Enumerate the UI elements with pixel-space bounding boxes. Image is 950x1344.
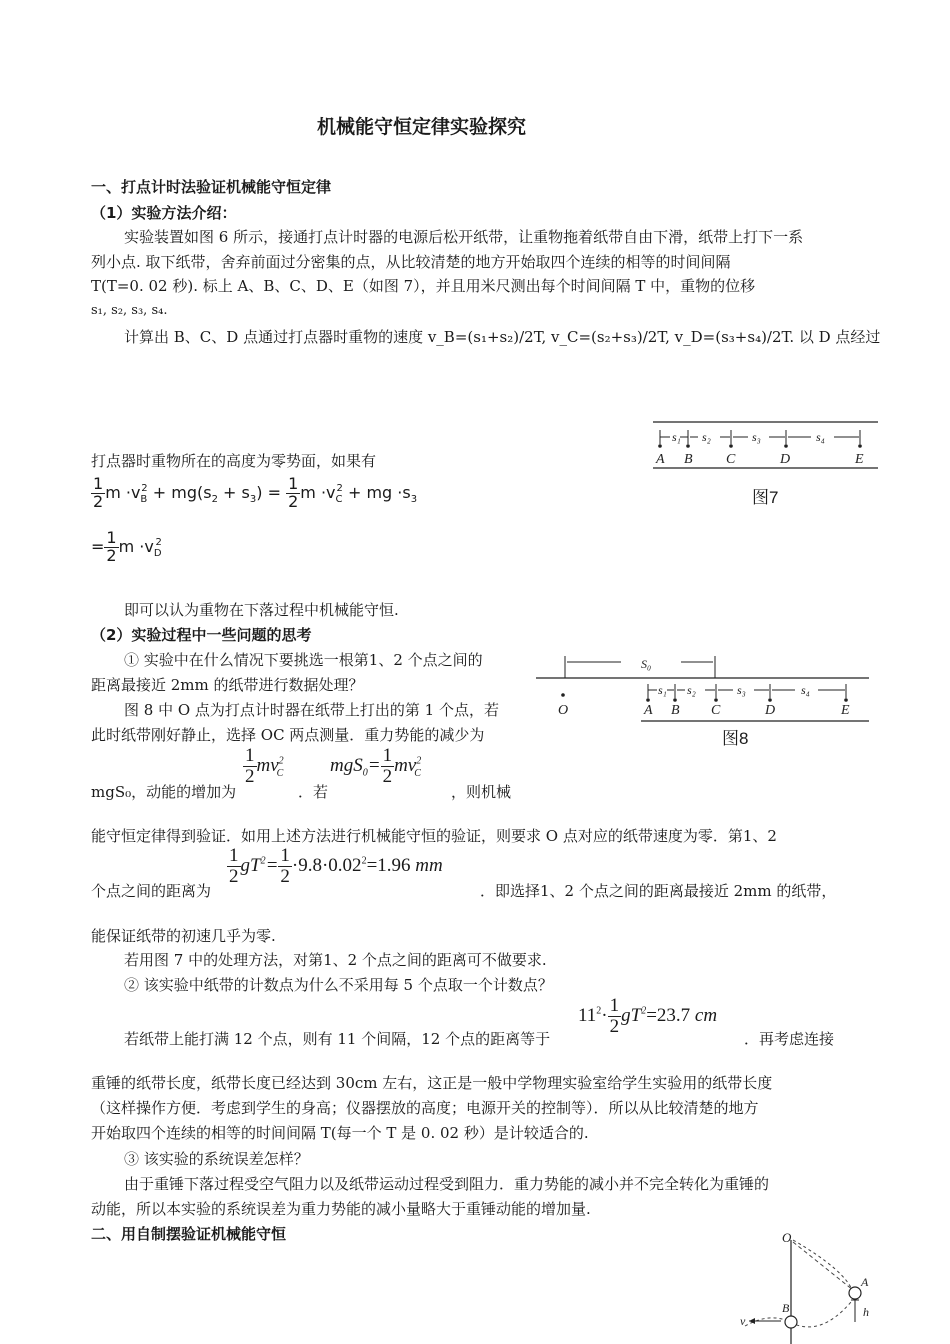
answer-1-line-2: 此时纸带刚好静止，选择 OC 两点测量．重力势能的减少为 [91,726,485,744]
fig7-point-a: A [656,452,665,467]
pendulum-label-b: B [782,1301,790,1315]
section-2-heading: 二、用自制摆验证机械能守恒 [91,1225,287,1243]
fig7-point-d: D [780,452,791,467]
fig8-point-e: E [841,703,850,718]
tape-length-formula: $11^2\cdot$ $\frac{1}{2}$ $gT^2=23.7$ cm [578,995,718,1037]
pendulum-figure [735,1230,885,1344]
fig8-seg-3: s₃ [737,683,746,697]
answer-1-line-1: 图 8 中 O 点为打点计时器在纸带上打出的第 1 个点，若 [124,701,499,719]
fig7-point-e: E [855,452,864,467]
fig8-point-c: C [711,703,721,718]
page-title: 机械能守恒定律实验探究 [317,116,527,138]
paragraph-1-line-3: T(T=0. 02 秒). 标上 A、B、C、D、E（如图 7），并且用米尺测出每个时间间隔 T 中，重物的位移 [91,277,756,295]
answer-3-line-2: 动能，所以本实验的系统误差为重力势能的减小量略大于重锤动能的增加量. [91,1200,591,1218]
figure-8-caption: 图8 [722,729,749,748]
figure-8-tape [533,648,873,738]
answer-1-line-3b: ．若 [298,783,329,801]
fig8-seg-2: s₂ [687,683,696,697]
answer-2-line-2: 重锤的纸带长度，纸带长度已经达到 30cm 左右，这正是一般中学物理实验室给学生实验用的纸带长度 [91,1074,773,1092]
answer-1-line-3a: mgS₀，动能的增加为 [91,783,237,801]
pendulum-label-h: h [863,1305,869,1319]
answer-2-line-1a: 若纸带上能打满 12 个点，则有 11 个间隔，12 个点的距离等于 [124,1030,551,1048]
answer-1-line-5a: 个点之间的距离为 [91,882,212,900]
fig8-point-a: A [644,703,653,718]
pendulum-label-o: O [782,1230,792,1245]
section-1-heading: 一、打点计时法验证机械能守恒定律 [91,178,332,196]
subsection-2-heading: （2）实验过程中一些问题的思考 [91,626,312,644]
energy-equation-line-2: = $\frac{1}{2}$ $m \cdot v_D^2$ [91,528,162,565]
fig7-point-c: C [726,452,736,467]
paragraph-2-line-1: 计算出 B、C、D 点通过打点器时重物的速度 v_B=(s₁+s₂)/2T, v_C=(s₂+s₃)/2T, v_D=(s₃+s₄)/2T. 以 D 点经过 [124,328,881,346]
fig7-seg-3: s₃ [752,430,761,444]
fig7-seg-4: s₄ [816,430,825,444]
paragraph-2-line-2: 打点器时重物所在的高度为零势面，如果有 [91,452,377,470]
answer-2-line-1b: ．再考虑连接 [744,1030,835,1048]
paragraph-1-line-4: s₁, s₂, s₃, s₄. [91,303,168,318]
subsection-1-heading: （1）实验方法介绍： [91,204,237,222]
question-3: ③ 该实验的系统误差怎样？ [124,1150,309,1168]
fig8-seg-4: s₄ [801,683,810,697]
answer-1-line-4: 能守恒定律得到验证．如用上述方法进行机械能守恒的验证，则要求 O 点对应的纸带速度为零．第1、2 [91,827,777,845]
kinetic-energy-formula: $\frac{1}{2}$ $mv^2_C$ [245,745,284,787]
figure-7-caption: 图7 [752,488,779,507]
fig8-point-b: B [671,703,680,718]
paragraph-1-line-2: 列小点. 取下纸带，舍弃前面过分密集的点，从比较清楚的地方开始取四个连续的相等的时间间隔 [91,253,731,271]
fig7-seg-1: s₁ [672,430,681,444]
energy-equation-line-1: $\frac{1}{2}$ $m \cdot v_B^2 + mg(s_2 + s_3)$ = $\frac{1}{2}$ $m \cdot v_C^2$ + mg $\cdot s_3$ [93,474,418,511]
answer-3-line-1: 由于重锤下落过程受空气阻力以及纸带运动过程受到阻力．重力势能的减小并不完全转化为重锤的 [124,1175,770,1193]
fig8-point-d: D [765,703,776,718]
fig8-seg-1: s₁ [658,683,667,697]
energy-equality-formula: mgS$_0$= $\frac{1}{2}$ $mv^2_C$ [330,745,422,787]
paragraph-1-line-1: 实验装置如图 6 所示，接通打点计时器的电源后松开纸带，让重物拖着纸带自由下滑，纸带上打下一系 [124,228,804,246]
answer-1-line-5b: ．即选择1、2 个点之间的距离最接近 2mm 的纸带， [480,882,837,900]
fig7-point-b: B [684,452,693,467]
question-1-line-2: 距离最接近 2mm 的纸带进行数据处理？ [91,676,364,694]
pendulum-label-v: v [740,1314,746,1328]
paragraph-3: 即可以认为重物在下落过程中机械能守恒. [124,601,399,619]
answer-2-line-4: 开始取四个连续的相等的时间间隔 T(每一个 T 是 0. 02 秒）是计较适合的. [91,1124,589,1142]
figure-7-tape [648,416,888,476]
question-1-line-1: ① 实验中在什么情况下要挑选一根第1、2 个点之间的 [124,651,483,669]
fig8-point-o: O [558,703,569,718]
fig8-s0: S₀ [641,657,652,671]
distance-formula: $\frac{1}{2}$ $gT^2=$ $\frac{1}{2}$ $\cdot 9.8\cdot 0.02^2=1.96$ mm [229,845,443,887]
answer-1-line-7: 若用图 7 中的处理方法，对第1、2 个点之间的距离可不做要求. [124,951,547,969]
answer-1-line-3c: ，则机械 [451,783,512,801]
question-2: ② 该实验中纸带的计数点为什么不采用每 5 个点取一个计数点？ [124,976,553,994]
answer-2-line-3: （这样操作方便．考虑到学生的身高；仪器摆放的高度；电源开关的控制等）．所以从比较清楚的地方 [91,1099,759,1117]
answer-1-line-6: 能保证纸带的初速几乎为零. [91,927,276,945]
fig7-seg-2: s₂ [702,430,711,444]
pendulum-label-a: A [861,1275,869,1289]
